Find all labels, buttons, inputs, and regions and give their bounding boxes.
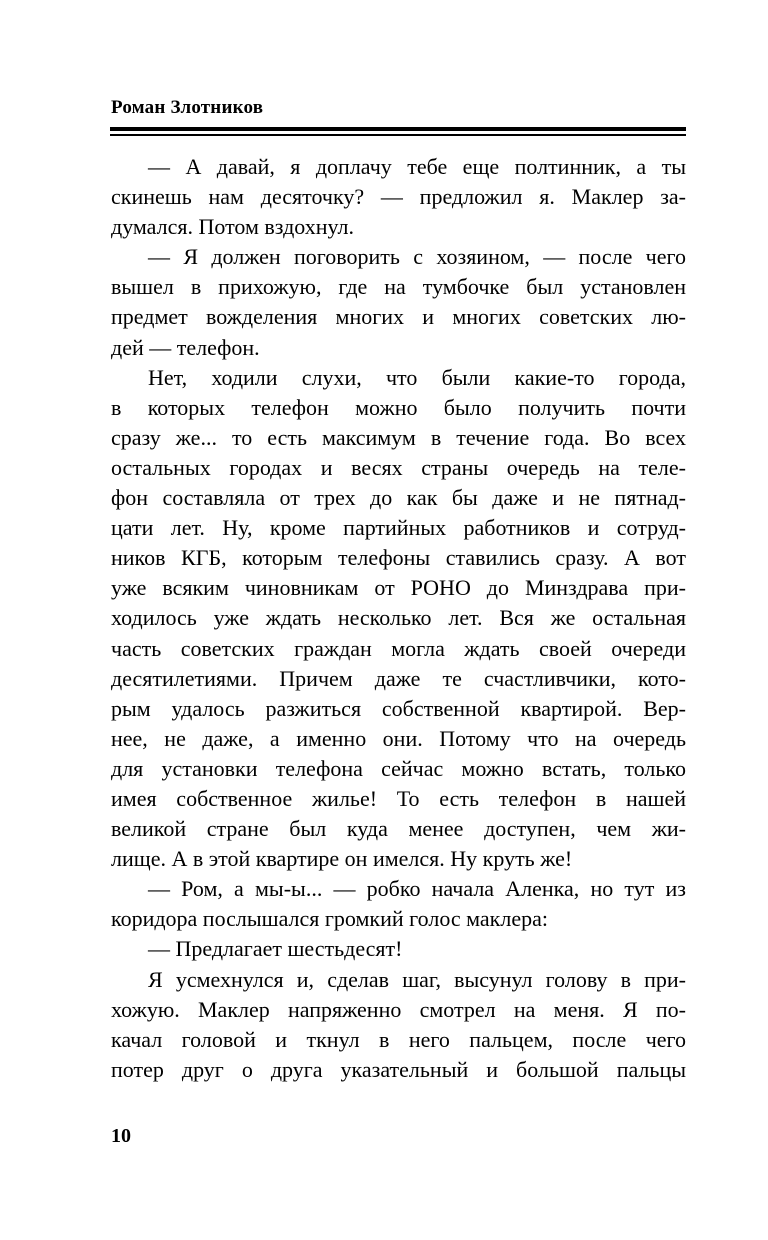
text-line: — Ром, а мы-ы... — робко начала Аленка, но тут из <box>148 876 686 902</box>
header-rule-thick <box>110 127 686 131</box>
text-line: уже всяким чиновникам от РОНО до Минздрава при- <box>111 575 686 601</box>
text-line: скинешь нам десяточку? — предложил я. Маклер за- <box>111 184 686 210</box>
text-line: имея собственное жилье! То есть телефон в нашей <box>111 785 686 811</box>
text-line: рым удалось разжиться собственной квартирой. Вер- <box>111 695 686 721</box>
text-line: — Я должен поговорить с хозяином, — после чего <box>148 244 686 270</box>
text-line: потер друг о друга указательный и большой пальцы <box>111 1056 686 1082</box>
text-line: предмет вожделения многих и многих советских лю- <box>111 304 686 330</box>
text-line: десятилетиями. Причем даже те счастливчики, кото- <box>111 665 686 691</box>
text-line: ников КГБ, которым телефоны ставились сразу. А вот <box>111 545 686 571</box>
body-text <box>111 152 686 1085</box>
text-line: цати лет. Ну, кроме партийных работников и сотруд- <box>111 515 686 541</box>
text-line: хожую. Маклер напряженно смотрел на меня. Я по- <box>111 996 686 1022</box>
text-line: для установки телефона сейчас можно встать, только <box>111 755 686 781</box>
text-line: дей — телефон. <box>111 334 260 360</box>
header-rule-thin <box>110 134 686 136</box>
text-line: думался. Потом вздохнул. <box>111 214 355 240</box>
text-line: в которых телефон можно было получить почти <box>111 394 686 420</box>
text-line: вышел в прихожую, где на тумбочке был установлен <box>111 274 686 300</box>
text-line: сразу же... то есть максимум в течение года. Во всех <box>111 424 686 450</box>
text-line: лище. А в этой квартире он имелся. Ну круть же! <box>111 846 573 872</box>
text-line: качал головой и ткнул в него пальцем, после чего <box>111 1026 686 1052</box>
text-line: фон составляла от трех до как бы даже и не пятнад- <box>111 485 686 511</box>
page-number: 10 <box>111 1125 131 1147</box>
text-line: Я усмехнулся и, сделав шаг, высунул голову в при- <box>148 966 686 992</box>
text-line: Нет, ходили слухи, что были какие-то города, <box>148 364 686 390</box>
text-line: — Предлагает шестьдесят! <box>148 936 403 962</box>
text-line: остальных городах и весях страны очередь на теле- <box>111 454 686 480</box>
text-line: великой стране был куда менее доступен, чем жи- <box>111 816 686 842</box>
text-line: часть советских граждан могла ждать своей очереди <box>111 635 686 661</box>
text-line: коридора послышался громкий голос маклера: <box>111 906 548 932</box>
running-head-author: Роман Злотников <box>111 97 264 118</box>
text-line: — А давай, я доплачу тебе еще полтинник, а ты <box>148 154 686 179</box>
text-line: ходилось уже ждать несколько лет. Вся же остальная <box>111 605 686 631</box>
text-line: нее, не даже, а именно они. Потому что на очередь <box>111 725 686 751</box>
